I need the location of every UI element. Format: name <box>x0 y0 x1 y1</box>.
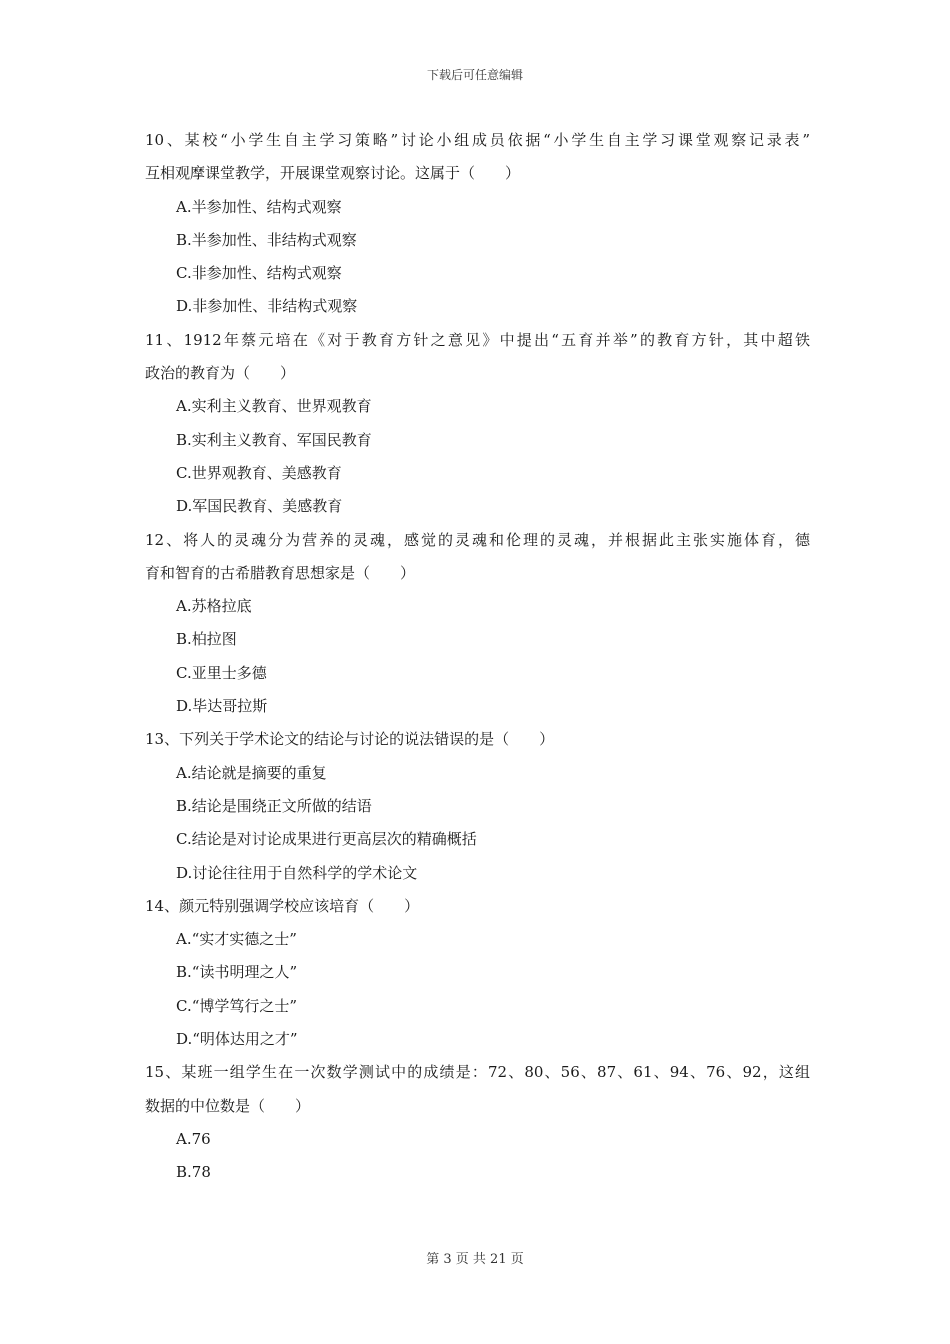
option-d: D.军国民教育、美感教育 <box>176 497 343 516</box>
question-stem-line: 数据的中位数是（ ） <box>145 1096 311 1115</box>
question-stem-line: 15、某班一组学生在一次数学测试中的成绩是：72、80、56、87、61、94、76、92，这组 <box>145 1063 810 1082</box>
option-c: C.“博学笃行之士” <box>176 996 298 1015</box>
question-10 <box>145 124 810 324</box>
question-13 <box>145 723 810 889</box>
option-a: A.结论就是摘要的重复 <box>176 763 327 782</box>
option-a: A.苏格拉底 <box>176 597 252 616</box>
question-stem-line: 12、将人的灵魂分为营养的灵魂，感觉的灵魂和伦理的灵魂，并根据此主张实施体育，德 <box>145 530 810 549</box>
question-12 <box>145 524 810 724</box>
option-b: B.半参加性、非结构式观察 <box>176 230 357 249</box>
question-stem-line: 11、1912年蔡元培在《对于教育方针之意见》中提出“五育并举”的教育方针，其中超铁 <box>145 330 810 349</box>
question-stem-line: 互相观摩课堂教学，开展课堂观察讨论。这属于（ ） <box>145 164 521 183</box>
option-a: A.半参加性、结构式观察 <box>176 197 342 216</box>
option-c: C.世界观教育、美感教育 <box>176 463 342 482</box>
option-d: D.毕达哥拉斯 <box>176 697 268 716</box>
option-c: C.结论是对讨论成果进行更高层次的精确概括 <box>176 830 477 849</box>
question-list <box>145 124 810 1190</box>
question-stem-line: 13、下列关于学术论文的结论与讨论的说法错误的是（ ） <box>145 730 555 749</box>
option-d: D.讨论往往用于自然科学的学术论文 <box>176 863 418 882</box>
question-stem-line: 政治的教育为（ ） <box>145 364 296 383</box>
question-stem-line: 育和智育的古希腊教育思想家是（ ） <box>145 563 416 582</box>
option-a: A.实利主义教育、世界观教育 <box>176 397 372 416</box>
option-c: C.亚里士多德 <box>176 663 267 682</box>
option-b: B.“读书明理之人” <box>176 963 298 982</box>
page-footer: 第 3 页 共 21 页 <box>426 1252 524 1267</box>
page-header: 下载后可任意编辑 <box>426 68 523 82</box>
option-c: C.非参加性、结构式观察 <box>176 264 342 283</box>
question-15 <box>145 1056 810 1189</box>
option-a: A.“实才实德之士” <box>176 930 297 949</box>
option-b: B.78 <box>176 1163 211 1182</box>
question-stem-line: 14、颜元特别强调学校应该培育（ ） <box>145 896 420 915</box>
question-11 <box>145 324 810 524</box>
option-d: D.非参加性、非结构式观察 <box>176 297 358 316</box>
option-b: B.柏拉图 <box>176 630 237 649</box>
question-14 <box>145 890 810 1056</box>
option-b: B.结论是围绕正文所做的结语 <box>176 796 372 815</box>
option-a: A.76 <box>176 1129 211 1148</box>
option-b: B.实利主义教育、军国民教育 <box>176 430 372 449</box>
question-stem-line: 10、某校“小学生自主学习策略”讨论小组成员依据“小学生自主学习课堂观察记录表” <box>145 131 810 149</box>
option-d: D.“明体达用之才” <box>176 1030 298 1049</box>
